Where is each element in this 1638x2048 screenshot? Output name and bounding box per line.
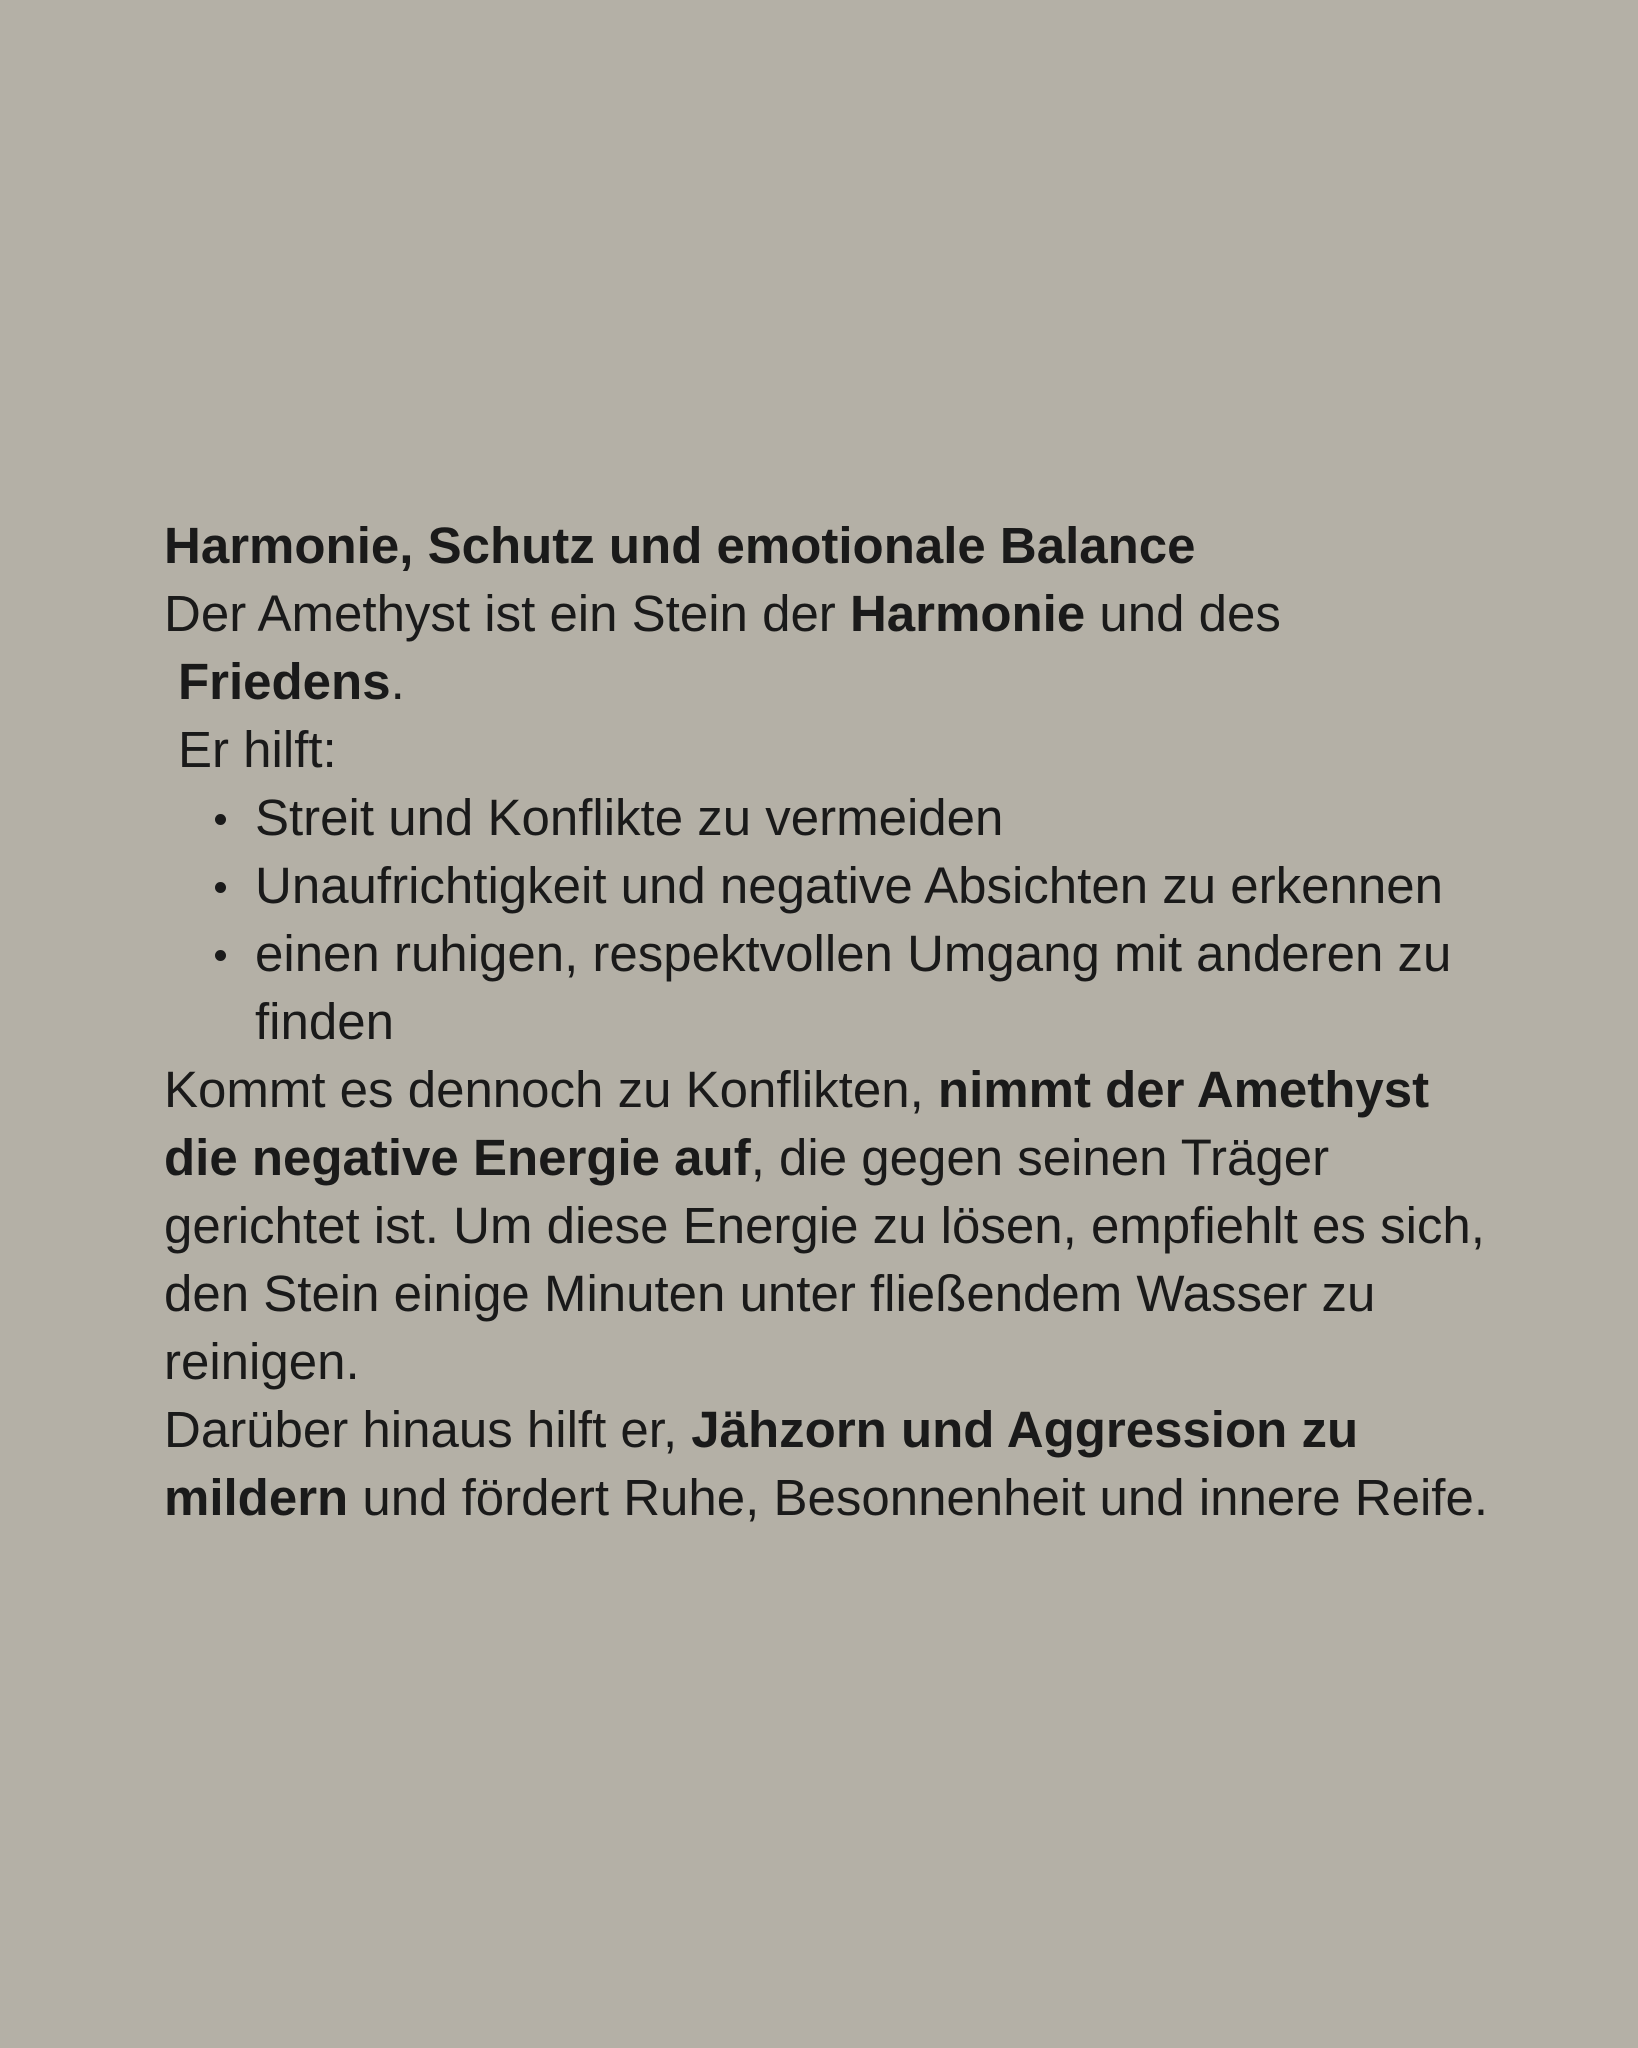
- intro-line: [164, 580, 1504, 648]
- list-item: Streit und Konflikte zu vermeiden: [255, 784, 1504, 852]
- conflict-text-1: Kommt es dennoch zu Konflikten,: [164, 1061, 938, 1118]
- intro-bold-harmonie: Harmonie: [849, 585, 1086, 642]
- conflict-paragraph: [164, 1056, 1504, 1396]
- intro-bold-friedens: Friedens: [178, 653, 391, 710]
- intro-text-2: und des: [1085, 585, 1281, 642]
- calm-paragraph: [164, 1396, 1504, 1532]
- conflict-bold: nimmt der Amethyst die negative Energie auf: [164, 1061, 1430, 1186]
- section-heading: Harmonie, Schutz und emotionale Balance: [164, 517, 1196, 574]
- conflict-text-2: , die gegen seinen Träger gerichtet ist. Um diese Energie zu lösen, empfiehlt es sich, den Stein einige Minuten unter fließendem Wasser zu reinigen.: [164, 1129, 1485, 1390]
- intro-text-3: .: [390, 653, 405, 710]
- intro-text-1: Der Amethyst ist ein Stein der: [164, 585, 850, 642]
- benefits-list: [164, 784, 1504, 1056]
- calm-text-2: und fördert Ruhe, Besonnenheit und innere Reife.: [348, 1469, 1488, 1526]
- list-item: Unaufrichtigkeit und negative Absichten zu erkennen: [255, 852, 1504, 920]
- helps-label: Er hilft:: [178, 721, 337, 778]
- calm-text-1: Darüber hinaus hilft er,: [164, 1401, 692, 1458]
- calm-bold: Jähzorn und Aggression zu mildern: [164, 1401, 1359, 1526]
- article-body: [164, 512, 1504, 1532]
- intro-line-2: [164, 648, 1504, 716]
- list-item: einen ruhigen, respektvollen Umgang mit anderen zu finden: [255, 920, 1504, 1056]
